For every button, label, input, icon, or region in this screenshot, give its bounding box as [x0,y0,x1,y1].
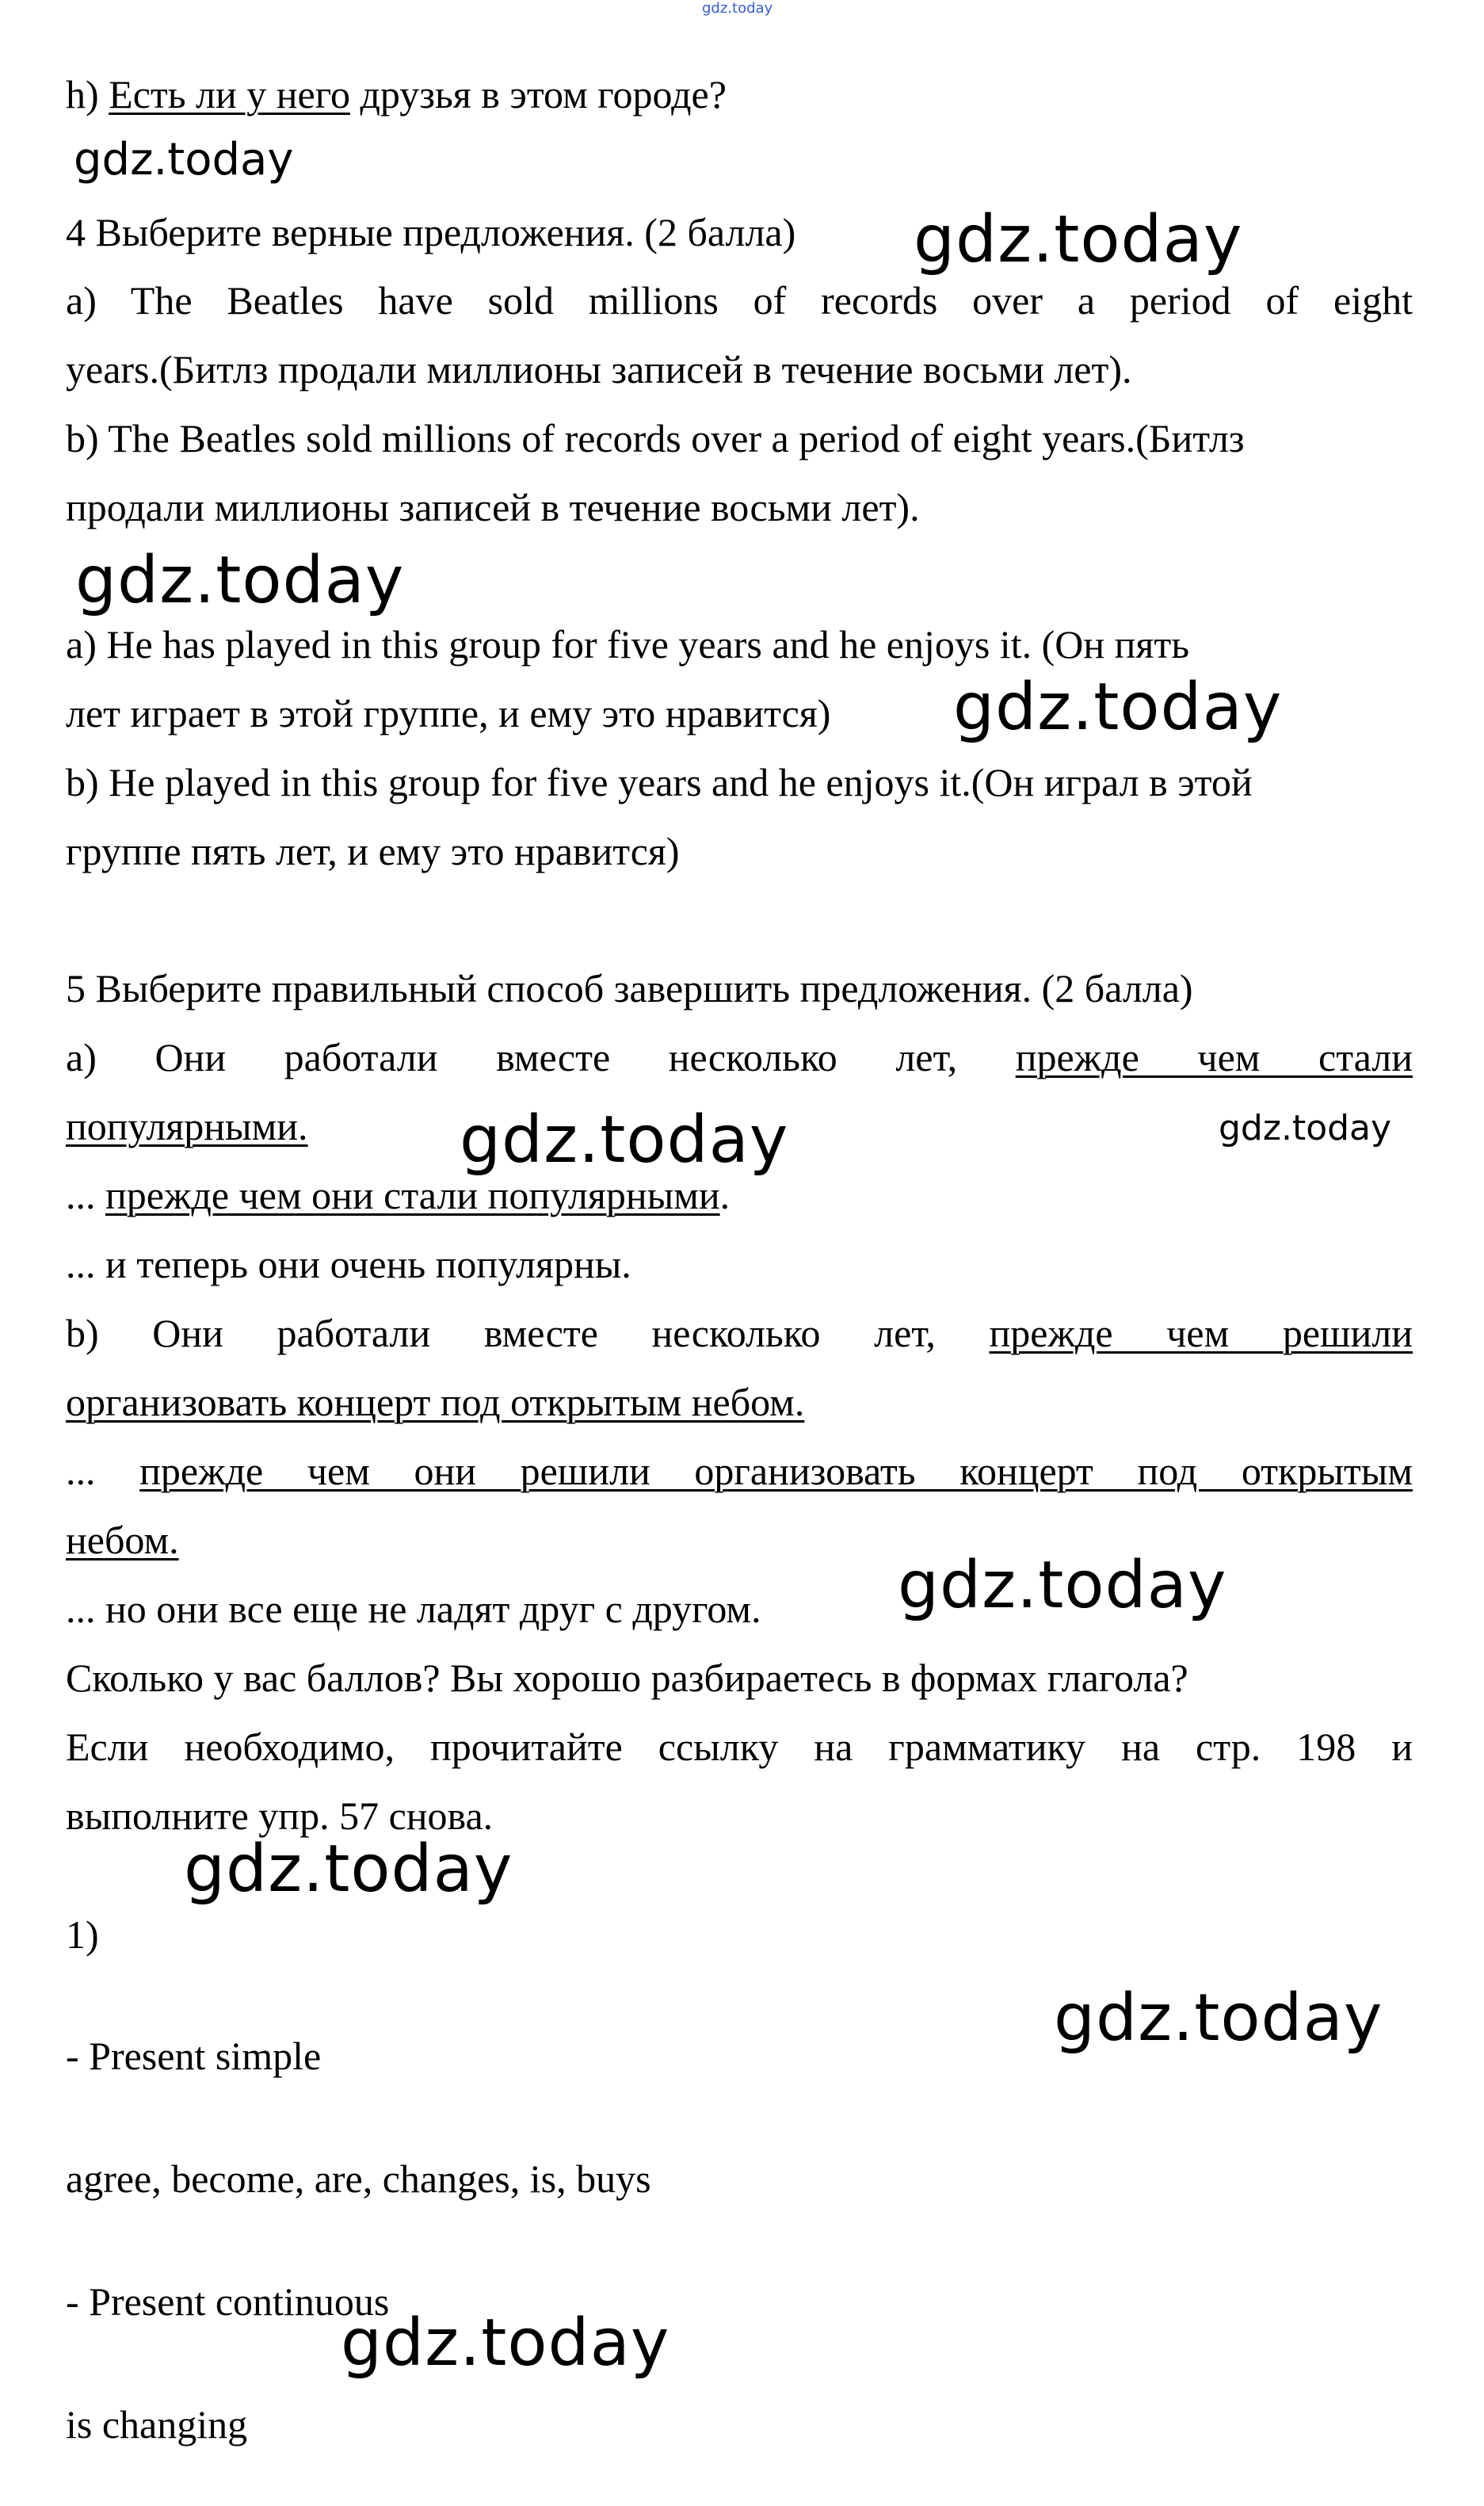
watermark: gdz.today [1219,1108,1392,1148]
exercise-5-b-underlined: прежде чем решили [989,1311,1413,1355]
exercise-4-c-line1: a) He has played in this group for five years and he enjoys it. (Он пять [66,622,1190,667]
score-question: Сколько у вас баллов? Вы хорошо разбираетесь в формах глагола? [66,1656,1188,1700]
present-continuous-words: is changing [66,2402,248,2447]
present-simple-words: agree, become, are, changes, is, buys [66,2156,651,2201]
question-h-label: h) [66,72,109,117]
option-underlined-cont: небом. [66,1518,179,1562]
option-underlined: прежде чем они стали популярными [105,1173,720,1217]
watermark: gdz.today [953,670,1283,745]
exercise-5-a-line1 [66,1033,1413,1082]
option-underlined: прежде чем они решили организовать концерт под открытым [139,1449,1413,1493]
exercise-5-a-underlined: прежде чем стали [1015,1035,1413,1079]
exercise-4-b-line1: b) The Beatles sold millions of records over a period of eight years.(Битлз [66,416,1245,460]
watermark: gdz.today [341,2305,670,2381]
option-prefix: ... [66,1173,105,1217]
answer-number-1: 1) [66,1912,99,1957]
exercise-4-a-line1: a) The Beatles have sold millions of records over a period of eight [66,278,1413,323]
exercise-5-a-underlined-cont: популярными. [66,1104,308,1148]
score-instruction-line2: выполните упр. 57 снова. [66,1794,494,1838]
exercise-5-b-option1 [66,1446,1413,1496]
header-watermark: gdz.today [702,0,773,17]
watermark: gdz.today [74,134,294,185]
exercise-5-b-line1 [66,1308,1413,1358]
exercise-4-b-line2: продали миллионы записей в течение восьми лет). [66,485,920,529]
exercise-4-d-line1: b) He played in this group for five years and he enjoys it.(Он играл в этой [66,760,1253,804]
exercise-5-a-option2: ... и теперь они очень популярны. [66,1242,631,1286]
exercise-5-b-line2 [66,1377,1413,1427]
watermark: gdz.today [898,1548,1227,1623]
exercise-4-title: 4 Выберите верные предложения. (2 балла) [66,210,796,254]
watermark: gdz.today [460,1102,789,1178]
exercise-4-d-line2: группе пять лет, и ему это нравится) [66,829,680,873]
exercise-5-b-option2: ... но они все еще не ладят друг с другом. [66,1587,761,1631]
exercise-5-a-option1 [66,1171,1413,1220]
watermark: gdz.today [184,1832,513,1907]
present-simple-heading: - Present simple [66,2034,322,2078]
exercise-5-b-plain: b) Они работали вместе несколько лет, [66,1311,990,1355]
exercise-4-a-line2: years.(Битлз продали миллионы записей в течение восьми лет). [66,347,1132,392]
exercise-5-title: 5 Выберите правильный способ завершить предложения. (2 балла) [66,966,1193,1010]
watermark: gdz.today [75,543,405,618]
question-h-rest: друзья в этом городе? [349,72,727,117]
watermark: gdz.today [1054,1981,1383,2056]
score-instruction-line1: Если необходимо, прочитайте ссылку на грамматику на стр. 198 и [66,1725,1413,1769]
exercise-5-a-plain: a) Они работали вместе несколько лет, [66,1035,1016,1079]
option-prefix: ... [66,1449,140,1493]
present-continuous-heading: - Present continuous [66,2279,390,2324]
question-h [66,70,1413,119]
option-suffix: . [719,1173,731,1217]
watermark: gdz.today [914,202,1243,277]
question-h-underlined: Есть ли у него [109,72,350,117]
exercise-4-c-line2: лет играет в этой группе, и ему это нравится) [66,691,831,735]
exercise-5-b-underlined-cont: организовать концерт под открытым небом. [66,1380,805,1424]
